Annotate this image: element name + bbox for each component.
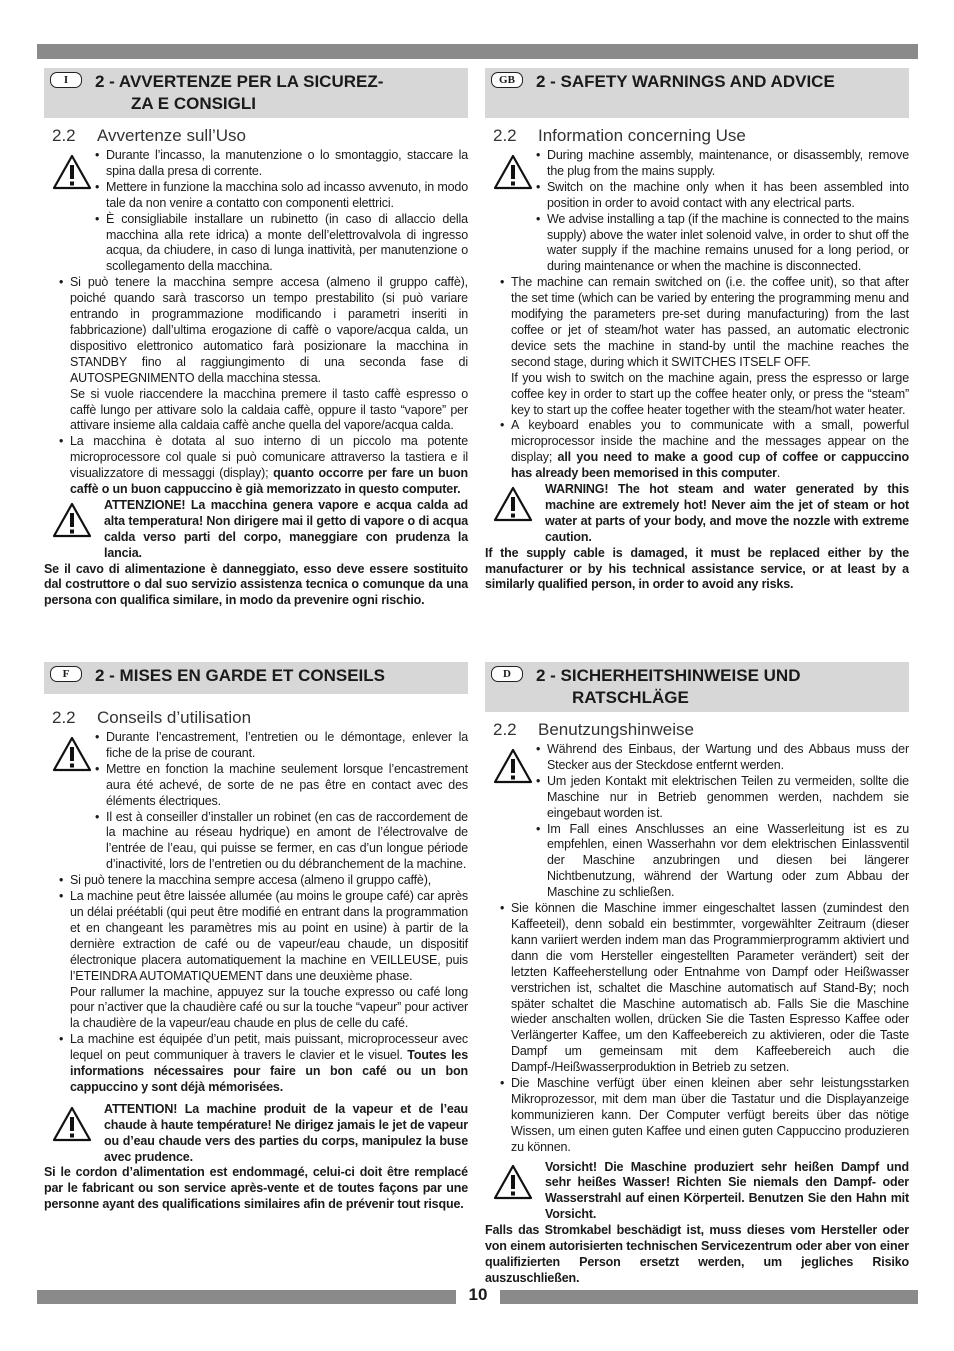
list-item: • Während des Einbaus, der Wartung und des Abbaus muss der Stecker aus der Steckdose entfernt werden.: [547, 742, 909, 774]
section-header-de: [485, 662, 909, 712]
language-badge-de: D: [491, 666, 523, 682]
subsection-label: Information concerning Use: [538, 126, 746, 145]
paragraph: If you wish to switch on the machine again, press the espresso or large coffee key in order to start up the coffee heater only, or press the “steam” key to start up the coffee heater together with the steam/hot water heater.: [511, 370, 909, 417]
section-title-de: [536, 665, 901, 709]
caution-text: ATTENZIONE! La macchina genera vapore e acqua calda ad alta temperatura! Non dirigere mai il getto di vapore o di acqua calda verso parti del corpo, maneggiare con prudenza la lancia.: [104, 497, 468, 560]
final-note-de: Falls das Stromkabel beschädigt ist, muss dieses vom Hersteller oder von einem autorisierten technischen Servicezentrum oder aber von einer qualifizierten Person ersetzt werden, um jegliches Risiko auszuschließen.: [485, 1223, 909, 1285]
warning-triangle-icon: [52, 736, 92, 772]
subsection-number: 2.2: [493, 126, 517, 145]
paragraph: Si può tenere la macchina sempre accesa (almeno il gruppo caffè), poiché quando sarà trascorso un tempo prestabilito (si può variare entrando in programmazione modificando i parametri inseriti in fabbricazione) dall’ultima erogazione di caffè o vapore/acqua calda, un dispositivo elettronico automatico farà posizionare la macchina in STANDBY fino al raggiungimento di una seconda fase di AUTOSPEGNIMENTO della macchina stessa.: [70, 275, 468, 385]
warning-triangle-icon: [493, 486, 533, 522]
section-title-de-line1: 2 - SICHERHEITSHINWEISE UND: [536, 666, 801, 685]
emphasis-text: quanto occorre per fare un buon caffè o un buon cappuccino è già memorizzato in questo computer.: [70, 466, 468, 497]
list-item: • We advise installing a tap (if the machine is connected to the mains supply) above the water inlet solenoid valve, in order to shut off the water supply if the machine remains unused for a long period, or during maintenance or when the machine is disconnected.: [547, 212, 909, 276]
outer-list-de: [485, 901, 909, 1156]
warning-block-it: [44, 148, 468, 275]
paragraph: La machine peut être laissée allumée (au moins le groupe café) car après un délai préétabli (qui peut être modifié en entrant dans la programmation et en changeant les paramètres mis au point en usine) à partir de la dernière extraction de café ou de vapeur/eau chaude, un dispositif électronique placera automatiquement la machine en VEILLEUSE, puis l’ETEINDRA AUTOMATIQUEMENT dans une deuxième phase.: [70, 889, 468, 983]
section-title-gb: 2 - SAFETY WARNINGS AND ADVICE: [536, 72, 835, 91]
list-item: [70, 889, 468, 1032]
warning-triangle-icon: [52, 154, 92, 190]
final-note-fr: Si le cordon d’alimentation est endommagé, celui-ci doit être remplacé par le fabricant ou son service après-vente et de toutes façons par une personne ayant des qualifications similaires afin de prévenir tout risque.: [44, 1165, 468, 1212]
inner-list-it: [44, 148, 468, 275]
section-title-it-line2: ZA E CONSIGLI: [131, 94, 256, 113]
warning-triangle-icon: [52, 1106, 92, 1142]
list-item: • Mettere in funzione la macchina solo ad incasso avvenuto, in modo tale da non venire a contatto con componenti elettrici.: [106, 180, 468, 212]
warning-block-de: [485, 742, 909, 901]
subsection-title-de: [493, 720, 909, 740]
subsection-label: Benutzungshinweise: [538, 720, 694, 739]
section-it: [44, 68, 468, 609]
list-item: • Il est à conseiller d’installer un robinet (en cas de raccordement de la machine au réseau hydrique) en amont de l’électrovalve de l’entrée de l’eau, qui puisse se fermer, en cas d’un longue période d’inactivité, lors de l’entretien ou du débranchement de la machine.: [106, 810, 468, 874]
subsection-title-gb: [493, 126, 909, 146]
caution-text: WARNING! The hot steam and water generated by this machine are extremely hot! Never aim the jet of steam or hot water at parts of your body, and move the nozzle with extreme caution.: [545, 482, 909, 544]
paragraph: Pour rallumer la machine, appuyez sur la touche expresso ou café long pour n’activer que la chaudière café ou sur la touche “vapeur” pour activer la chaudière de la vapeur/eau chaude en plus de celle du café.: [70, 984, 469, 1031]
warning-triangle-icon: [52, 502, 92, 538]
list-item: • Switch on the machine only when it has been assembled into position in order to avoid contact with any electrical parts.: [547, 180, 909, 212]
warning-block-gb: [485, 148, 909, 275]
warning-block-fr: [44, 730, 468, 873]
subsection-title-fr: [52, 708, 468, 728]
section-header-it: [44, 68, 468, 118]
paragraph: Se si vuole riaccendere la macchina premere il tasto caffè espresso o caffè lungo per attivare solo la caldaia caffè, oppure il tasto “vapore” per attivare insieme alla caldaia caffè anche quella del vapore/acqua calda.: [70, 386, 468, 433]
subsection-title-it: [52, 126, 468, 146]
list-item: • Durante l’incasso, la manutenzione o lo smontaggio, staccare la spina dalla presa di corrente.: [106, 148, 468, 180]
outer-list-fr: [44, 873, 468, 1096]
list-item: • Im Fall eines Anschlusses an eine Wasserleitung ist es zu empfehlen, einen Wasserhahn vor dem elektrischen Einlassventil der Maschine anzubringen und diesen bei längerer Nichtbenutzung, während der Wartung oder zum Abbau der Maschine zu schließen.: [547, 822, 909, 902]
subsection-number: 2.2: [493, 720, 517, 739]
paragraph: A keyboard enables you to communicate with a small, powerful microprocessor inside the machine and the messages appear on the display;: [511, 418, 909, 465]
list-item: • Um jeden Kontakt mit elektrischen Teilen zu vermeiden, sollte die Maschine nur in Betrieb genommen werden, nachdem sie eingebaut worden ist.: [547, 774, 909, 822]
subsection-number: 2.2: [52, 126, 76, 145]
section-title-it-line1: 2 - AVVERTENZE PER LA SICUREZ-: [95, 72, 384, 91]
caution-gb: [485, 482, 909, 546]
paragraph: La macchina è dotata al suo interno di un piccolo ma potente microprocessore col quale si può comunicare attraverso la tastiera e il visualizzatore di messaggi (display);: [70, 434, 468, 481]
footer-bar-right: [500, 1290, 918, 1304]
page-number: 10: [468, 1285, 488, 1304]
caution-text: Vorsicht! Die Maschine produziert sehr heißen Dampf und sehr heißes Wasser! Richten Sie niemals den Dampf- oder Wasserstrahl auf einen Körperteil. Benutzen Sie den Hahn mit Vorsicht.: [545, 1159, 909, 1222]
list-item: • È consigliabile installare un rubinetto (in caso di allaccio della macchina alla rete idrica) a monte dell’elettrovalvola di ingresso acqua, da chiudere, in caso di lunga inattività, per manutenzione o scollegamento della macchina.: [106, 212, 468, 276]
emphasis-text: Toutes les informations nécessaires pour faire un bon café ou un bon cappuccino y sont déjà mémorisées.: [70, 1048, 468, 1094]
outer-list-gb: [485, 275, 909, 482]
section-title-fr: 2 - MISES EN GARDE ET CONSEILS: [95, 666, 385, 685]
warning-triangle-icon: [493, 748, 533, 784]
caution-fr: [44, 1102, 468, 1166]
list-item: [511, 418, 909, 482]
language-badge-fr: F: [50, 666, 82, 682]
subsection-label: Avvertenze sull’Uso: [97, 126, 246, 145]
top-bar: [37, 44, 918, 59]
footer: [37, 1285, 918, 1304]
section-gb: [485, 68, 909, 593]
paragraph: La machine est équipée d’un petit, mais puissant, microprocesseur avec lequel on peut communiquer à travers le clavier et le visuel.: [70, 1032, 468, 1063]
language-badge-it: I: [50, 72, 82, 88]
section-header-fr: [44, 662, 468, 694]
list-item: • During machine assembly, maintenance, or disassembly, remove the plug from the mains supply.: [547, 148, 909, 180]
caution-it: [44, 498, 468, 562]
list-item: [511, 275, 909, 418]
final-note-it: Se il cavo di alimentazione è danneggiato, esso deve essere sostituito dal costruttore o dal suo servizio assistenza tecnica o comunque da una persona con qualifica similare, in modo da prevenire ogni rischio.: [44, 561, 468, 608]
warning-triangle-icon: [493, 1164, 533, 1200]
list-item: [70, 1032, 468, 1096]
section-fr: [44, 662, 468, 1213]
punctuation: .: [776, 466, 781, 481]
subsection-number: 2.2: [52, 708, 76, 727]
section-header-gb: [485, 68, 909, 118]
list-item: • Durante l’encastrement, l’entretien ou le démontage, enlever la fiche de la prise de courant.: [106, 730, 468, 762]
inner-list-gb: [485, 148, 909, 275]
outer-list-it: [44, 275, 468, 498]
language-badge-gb: GB: [491, 72, 523, 88]
warning-triangle-icon: [493, 154, 533, 190]
list-item: [70, 434, 468, 498]
caution-de: [485, 1160, 909, 1224]
caution-text: ATTENTION! La machine produit de la vapeur et de l’eau chaude à haute température! Ne dirigez jamais le jet de vapeur ou d’eau chaude vers des parties du corps, manipulez la buse avec prudence.: [104, 1101, 468, 1164]
section-title-de-line2: RATSCHLÄGE: [572, 688, 689, 707]
list-item: • Si può tenere la macchina sempre accesa (almeno il gruppo caffè),: [70, 873, 468, 889]
list-item: [70, 275, 468, 434]
final-note-gb: If the supply cable is damaged, it must be replaced either by the manufacturer or by his technical assistance service, or at least by a similarly qualified person, in order to avoid any risks.: [485, 545, 909, 592]
inner-list-fr: [44, 730, 468, 873]
list-item: • Sie können die Maschine immer eingeschaltet lassen (zumindest den Kaffeeteil), denn sobald ein bestimmter, vorgewählter Zeitraum (dieser kann variiert werden indem man das Programmierprogramm aktiviert und dann die vom Hersteller eingestellten Parameter verändert) seit der letzten Kaffeeherstellung oder Entnahme von Dampf oder Heißwasser verstrichen ist, schaltet die Maschine automatisch auf Stand-By; noch später schaltet die Maschine automatisch ab. Falls Sie die Maschine wieder anschalten wollen, drücken Sie die Tasten Espresso Kaffee oder Verlängerter Kaffee, um den Kaffeebereich zu aktivieren, oder die Taste Dampf um gemeinsam mit dem Kaffeebereich auch die Dampf-/Heißwasserproduktion in Betrieb zu setzen.: [511, 901, 909, 1076]
inner-list-de: [485, 742, 909, 901]
section-title-it: [95, 71, 460, 115]
paragraph: The machine can remain switched on (i.e. the coffee unit), so that after the set time (which can be varied by entering the programming menu and modifying the parameters pre-set during manufacturing) from the last coffee or jet of steam/hot water has passed, an automatic electronic device sets the machine in stand-by until the machine reaches the second stage, during which it SWITCHES ITSELF OFF.: [511, 275, 909, 369]
footer-bar-left: [37, 1290, 456, 1304]
emphasis-text: all you need to make a good cup of coffee or cappuccino has already been memorised in this computer: [511, 450, 909, 481]
section-de: [485, 662, 909, 1287]
list-item: • Mettre en fonction la machine seulement lorsque l’encastrement aura été achevé, de sorte de ne pas être en contact avec des éléments électriques.: [106, 762, 468, 810]
subsection-label: Conseils d’utilisation: [97, 708, 252, 727]
list-item: • Die Maschine verfügt über einen kleinen aber sehr leistungsstarken Mikroprozessor, mit dem man über die Tastatur und die Displayanzeige kommunizieren kann. Der Computer verfügt bereits über das nötige Wissen, um einen guten Kaffee und einen guten Cappuccino produzieren zu können.: [511, 1076, 909, 1156]
